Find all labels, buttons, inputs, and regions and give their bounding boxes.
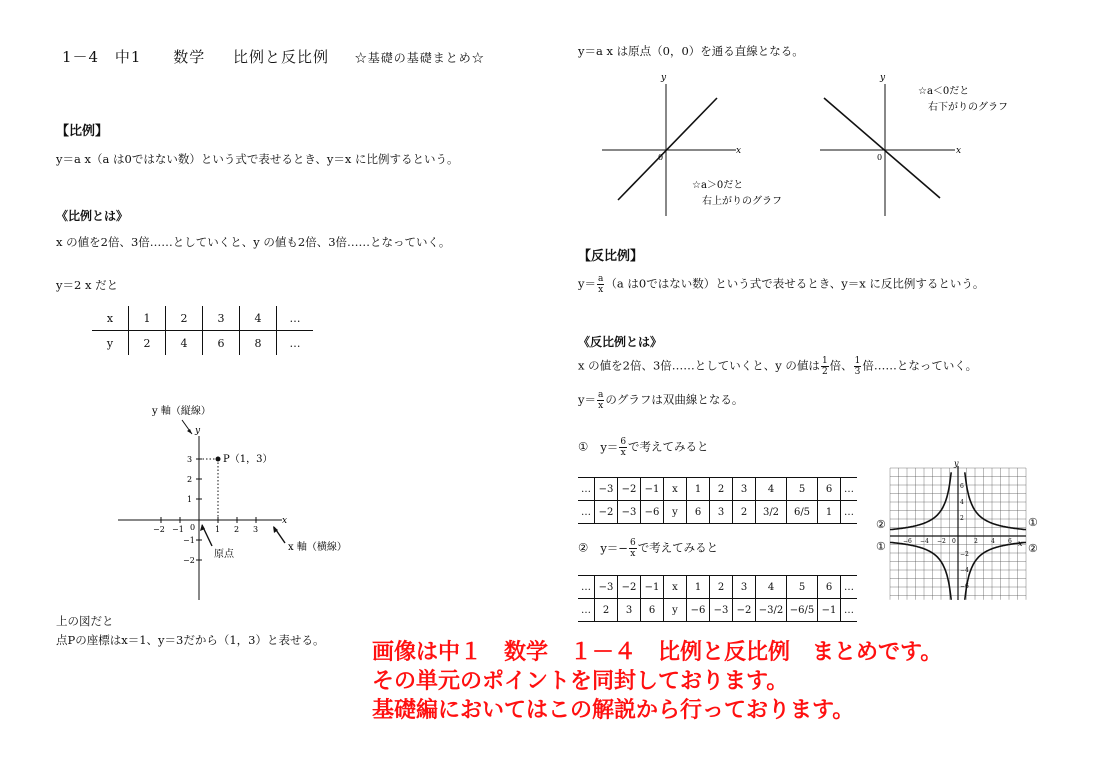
table-cell: −3 (595, 576, 618, 599)
title-subject: 数学 (173, 48, 206, 66)
text-span: ① (578, 439, 589, 454)
table-cell: 1 (129, 306, 166, 331)
table-cell: 6/5 (787, 501, 818, 524)
text-span: （a は0ではない数）という式で表せるとき、y＝x に反比例するという。 (605, 276, 985, 291)
x-tick-label: 2 (234, 525, 240, 534)
text-span: y＝ (578, 392, 596, 407)
table-cell: 6 (641, 599, 664, 622)
coordinate-graph (110, 400, 360, 605)
table-cell: −3 (710, 599, 733, 622)
table-cell: 4 (240, 306, 277, 331)
table-cell: … (578, 478, 595, 501)
numerator: 6 (629, 538, 636, 548)
title-subtitle: ☆基礎の基礎まとめ☆ (354, 51, 485, 65)
numerator: a (598, 274, 604, 284)
hyp-zero: 0 (952, 538, 956, 545)
caption-line1: 上の図だと (56, 614, 114, 628)
y-tick-label: −1 (183, 536, 195, 545)
table-cell: 2 (710, 478, 733, 501)
hyp-mark-1-left: ① (876, 540, 886, 553)
table-cell: x (664, 576, 687, 599)
title-number: 1－4 (62, 48, 100, 66)
table-cell: −3 (595, 478, 618, 501)
pos-note2: 右上がりのグラフ (702, 196, 782, 207)
x-axis-name: x 軸（横線） (288, 542, 347, 553)
neg-line (824, 98, 940, 198)
text-span: ② (578, 540, 589, 555)
table-cell: −1 (641, 576, 664, 599)
y-tick-label: −2 (183, 556, 195, 565)
table-cell: 4 (166, 331, 203, 356)
table-cell: 2 (710, 576, 733, 599)
example2-text (578, 538, 718, 559)
inverse-definition (578, 274, 984, 295)
y-tick-label: 2 (187, 475, 193, 484)
table-cell: … (581, 604, 591, 616)
table-row (578, 478, 857, 501)
hyp-y-tick: 4 (960, 499, 964, 506)
denominator: 2 (821, 367, 828, 377)
table-cell: 2 (129, 331, 166, 356)
table-cell: 4 (756, 576, 787, 599)
table-cell: … (277, 306, 314, 331)
table-cell: −1 (818, 599, 841, 622)
x-tick-label: 3 (253, 525, 259, 534)
table-cell: 3 (203, 306, 240, 331)
proportion-about-text: x の値を2倍、3倍……としていくと、y の値も2倍、3倍……となっていく。 (56, 235, 451, 249)
hyp-x-tick: −4 (920, 538, 929, 545)
pos-note1: ☆a＞0だと (692, 180, 744, 191)
example1-text (578, 437, 709, 458)
numerator: 1 (821, 356, 828, 366)
table-cell: 3 (733, 576, 756, 599)
table-cell: y (106, 336, 114, 350)
numerator: a (598, 390, 604, 400)
table-cell: 2 (595, 599, 618, 622)
hyp-mark-1-right: ① (1028, 516, 1038, 529)
table-row (92, 306, 313, 331)
fraction (854, 356, 862, 377)
y-tick-label: 1 (187, 495, 193, 504)
text-span: 倍……となっていく。 (862, 358, 978, 373)
table-cell: 1 (818, 501, 841, 524)
table-cell: … (277, 331, 314, 356)
inverse-about-heading: 《反比例とは》 (578, 335, 663, 349)
x-tick-label: −1 (172, 525, 184, 534)
proportion-line-graphs (598, 70, 1018, 222)
hyp-y-tick: 2 (960, 515, 964, 522)
y-axis-pointer-arrow (187, 429, 192, 434)
fraction (821, 356, 829, 377)
table-cell: x (92, 306, 129, 331)
neg-x-letter: x (956, 146, 962, 156)
table-cell: −2 (618, 576, 641, 599)
text-span: 倍、 (829, 358, 853, 373)
table-cell: 3/2 (756, 501, 787, 524)
notice-line2: その単元のポイントを同封しております。 (372, 669, 789, 694)
hyp-mark-2-right: ② (1028, 542, 1038, 555)
table-cell: y (664, 599, 687, 622)
table-cell: y (664, 501, 687, 524)
origin-label: 原点 (214, 549, 234, 560)
line-intro: y＝a x は原点（0，0）を通る直線となる。 (578, 44, 804, 58)
table-cell: 1 (687, 478, 710, 501)
numerator: 1 (854, 356, 861, 366)
table-cell: 5 (787, 576, 818, 599)
pos-y-letter: y (661, 73, 667, 83)
table-row (578, 501, 857, 524)
axis-ticks (161, 459, 259, 560)
table-cell: 6 (818, 576, 841, 599)
point-p (216, 457, 221, 462)
table-cell: −2 (595, 501, 618, 524)
inverse-table-2 (578, 575, 857, 622)
fraction (597, 274, 604, 295)
point-p-label: P（1，3） (223, 454, 273, 465)
curve-1-q1 (965, 472, 1026, 529)
hyp-y-tick: −2 (960, 551, 969, 558)
table-cell: −6 (687, 599, 710, 622)
denominator: x (630, 549, 636, 559)
origin-zero: 0 (190, 523, 196, 532)
table-cell: … (578, 576, 595, 599)
hyp-x-tick: 4 (991, 538, 995, 545)
text-span: y＝ (578, 276, 596, 291)
text-span: で考えてみると (628, 439, 709, 454)
table-cell: … (841, 501, 858, 524)
numerator: 6 (620, 437, 627, 447)
hyperbola-graph (870, 458, 1046, 610)
hyp-y-tick: −4 (960, 567, 969, 574)
table-cell: 6 (687, 501, 710, 524)
inverse-heading: 【反比例】 (578, 249, 644, 264)
table-cell: −6/5 (787, 599, 818, 622)
y-letter: y (195, 426, 201, 436)
caption-line2: 点Pの座標はx＝1、y＝3だから（1，3）と表せる。 (56, 633, 325, 647)
table-cell: 2 (733, 501, 756, 524)
page-title (62, 46, 485, 67)
fraction (597, 390, 604, 411)
table-row (578, 576, 857, 599)
title-topic: 比例と反比例 (233, 48, 330, 66)
pos-x-letter: x (736, 146, 742, 156)
curve-2-q2 (890, 472, 951, 529)
text-span: x の値を2倍、3倍……としていくと、y の値は (578, 358, 820, 373)
table-cell: 3 (618, 599, 641, 622)
y-tick-label: 3 (187, 455, 193, 464)
table-cell: 6 (203, 331, 240, 356)
table-cell: x (664, 478, 687, 501)
table-row (578, 599, 857, 622)
hyp-x-tick: −2 (937, 538, 946, 545)
hyp-y-letter: y (954, 459, 959, 468)
table-row (92, 331, 313, 356)
table-cell: 2 (166, 306, 203, 331)
x-tick-label: −2 (153, 525, 165, 534)
table-cell: 4 (756, 478, 787, 501)
y-axis-name: y 軸（縦線） (152, 406, 211, 417)
table-cell: −6 (641, 501, 664, 524)
proportion-heading: 【比例】 (56, 124, 109, 139)
curve-2-q4 (965, 542, 1026, 599)
title-grade: 中1 (114, 48, 142, 66)
x-letter: x (282, 516, 288, 526)
neg-y-letter: y (880, 73, 886, 83)
table-cell: −2 (733, 599, 756, 622)
x-tick-label: 1 (215, 525, 221, 534)
table-cell: −3/2 (756, 599, 787, 622)
table-cell: −3 (618, 501, 641, 524)
table-cell: 6 (818, 478, 841, 501)
table-cell: … (581, 506, 591, 518)
table-cell: 3 (733, 478, 756, 501)
hyp-x-letter: x (1018, 539, 1023, 548)
example-label: y＝2 x だと (56, 278, 119, 292)
text-span: y＝ (600, 439, 619, 454)
curve-1-q3 (890, 542, 951, 599)
hyp-x-tick: −6 (903, 538, 912, 545)
proportion-about-heading: 《比例とは》 (56, 209, 129, 223)
table-cell: 1 (687, 576, 710, 599)
denominator: x (620, 448, 626, 458)
table-cell: … (841, 576, 858, 599)
neg-note1: ☆a＜0だと (918, 86, 970, 97)
notice-line1: 画像は中１ 数学 １－４ 比例と反比例 まとめです。 (372, 640, 943, 665)
proportion-definition: y＝a x（a は0ではない数）という式で表せるとき、y＝x に比例するという。 (56, 152, 459, 166)
pos-zero: 0 (658, 153, 664, 162)
text-span: のグラフは双曲線となる。 (605, 392, 744, 407)
text-span: で考えてみると (637, 540, 719, 555)
notice-line3: 基礎編においてはこの解説から行っております。 (372, 698, 855, 723)
hyp-x-tick: 6 (1008, 538, 1012, 545)
hyp-y-tick: −6 (960, 583, 969, 590)
neg-zero: 0 (877, 153, 883, 162)
text-span: y＝− (600, 540, 628, 555)
table-cell: … (841, 599, 858, 622)
neg-note2: 右下がりのグラフ (928, 102, 1008, 113)
inverse-table-1 (578, 477, 857, 524)
denominator: x (598, 285, 604, 295)
table-cell: −1 (641, 478, 664, 501)
denominator: 3 (854, 367, 861, 377)
table-cell: 3 (710, 501, 733, 524)
table-cell: −2 (618, 478, 641, 501)
fraction (629, 538, 637, 559)
inverse-about-text (578, 356, 977, 377)
hyp-mark-2-left: ② (876, 518, 886, 531)
proportion-table (92, 306, 313, 355)
notice-text (372, 638, 942, 725)
fraction (619, 437, 627, 458)
table-cell: 5 (787, 478, 818, 501)
table-cell: 8 (240, 331, 277, 356)
hyp-y-tick: 6 (960, 483, 964, 490)
hyp-x-tick: 2 (974, 538, 978, 545)
denominator: x (598, 401, 604, 411)
hyperbola-text (578, 390, 743, 411)
table-cell: … (841, 478, 858, 501)
